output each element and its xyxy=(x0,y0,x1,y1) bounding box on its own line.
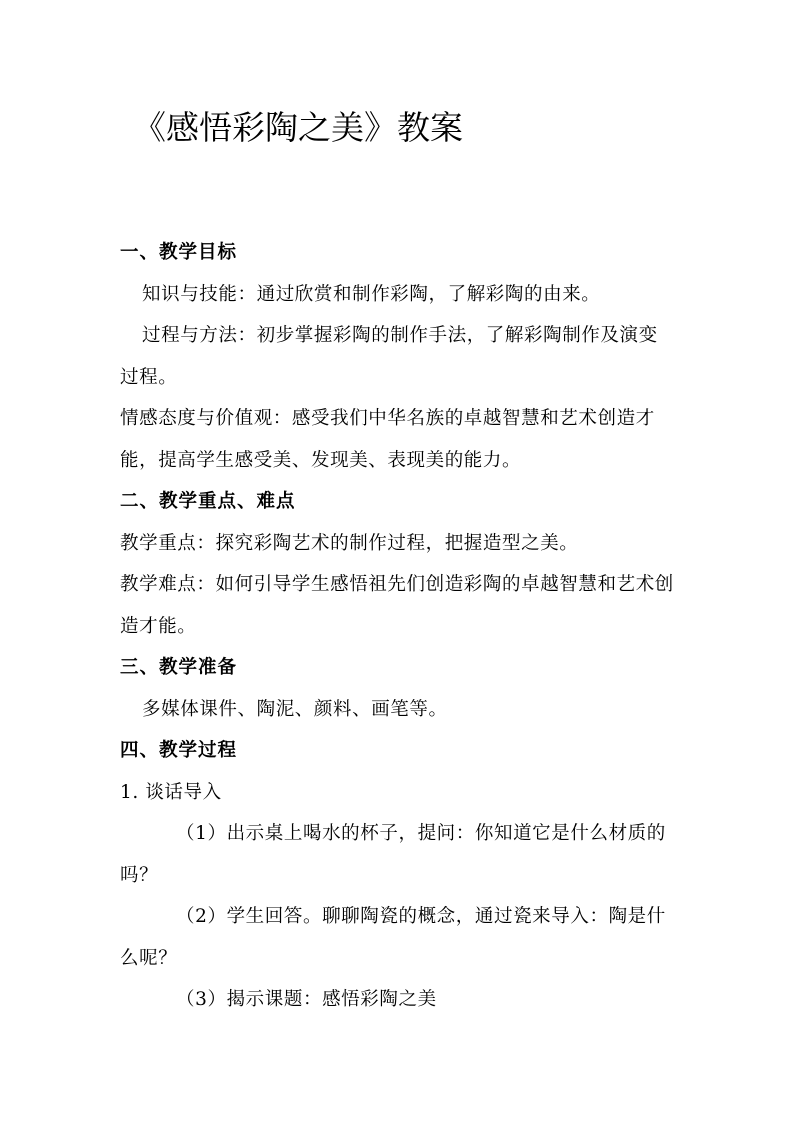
process-step-2: （2）学生回答。聊聊陶瓷的概念，通过瓷来导入：陶是什么呢？ xyxy=(120,906,666,969)
section-heading-key-points: 二、教学重点、难点 xyxy=(120,491,296,512)
document-body xyxy=(120,232,676,1021)
section-heading-preparation: 三、教学准备 xyxy=(120,657,238,678)
key-point: 教学重点：探究彩陶艺术的制作过程，把握造型之美。 xyxy=(120,532,579,554)
section-heading-process: 四、教学过程 xyxy=(120,740,238,761)
document-title: 《感悟彩陶之美》教案 xyxy=(133,108,463,147)
objective-process: 过程与方法：初步掌握彩陶的制作手法，了解彩陶制作及演变过程。 xyxy=(120,325,658,388)
objective-knowledge: 知识与技能：通过欣赏和制作彩陶，了解彩陶的由来。 xyxy=(142,283,601,305)
objective-attitude: 情感态度与价值观：感受我们中华名族的卓越智慧和艺术创造才能，提高学生感受美、发现美、表现美的能力。 xyxy=(120,408,655,471)
preparation-materials: 多媒体课件、陶泥、颜料、画笔等。 xyxy=(142,698,448,720)
process-step-1: （1）出示桌上喝水的杯子，提问：你知道它是什么材质的吗？ xyxy=(120,823,666,886)
section-heading-objectives: 一、教学目标 xyxy=(120,242,238,263)
difficult-point: 教学难点：如何引导学生感悟祖先们创造彩陶的卓越智慧和艺术创造才能。 xyxy=(120,574,674,637)
process-subheading-intro: 1. 谈话导入 xyxy=(120,781,222,803)
process-step-3: （3）揭示课题：感悟彩陶之美 xyxy=(176,989,437,1010)
